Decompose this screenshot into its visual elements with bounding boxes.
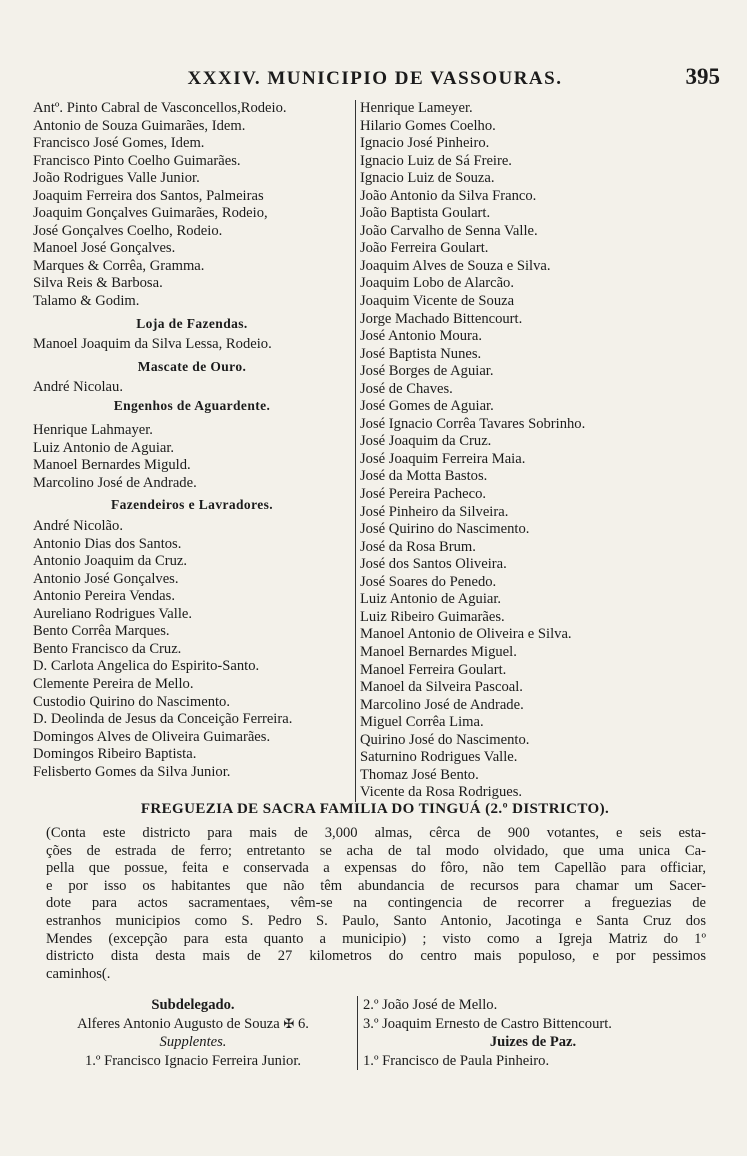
list-item: Antº. Pinto Cabral de Vasconcellos,Rodeio. [33, 100, 287, 116]
list-item: Joaquim Gonçalves Guimarães, Rodeio, [33, 205, 268, 222]
supplente-1: 1.º Francisco Ignacio Ferreira Junior. [84, 1052, 302, 1069]
district-title: FREGUEZIA DE SACRA FAMILIA DO TINGUÁ (2.º DISTRICTO). [140, 801, 610, 817]
list-item: Marcolino José de Andrade. [360, 696, 524, 713]
running-head [30, 62, 720, 96]
list-item: Domingos Ribeiro Baptista. [33, 746, 197, 763]
supplente-2: 2.º João José de Mello. [363, 997, 498, 1013]
list-item: José Gomes de Aguiar. [360, 398, 494, 415]
list-item: Silva Reis & Barbosa. [33, 275, 163, 292]
list-item: João Carvalho de Senna Valle. [360, 222, 538, 239]
paragraph-line: Mendes (excepção para esta quanto a municipio) ; visto como a Igreja Matriz do 1º [46, 930, 706, 947]
list-item: D. Deolinda de Jesus da Conceição Ferreira. [33, 711, 293, 728]
list-item: Thomaz José Bento. [360, 766, 479, 783]
page-number: 395 [685, 64, 720, 89]
list-item: José de Chaves. [360, 380, 453, 397]
list-item: João Rodrigues Valle Junior. [33, 170, 200, 187]
running-title: XXXIV. MUNICIPIO DE VASSOURAS. [187, 68, 563, 89]
subdelegado-name: Alferes Antonio Augusto de Souza [77, 1015, 280, 1032]
list-item: João Ferreira Goulart. [360, 240, 489, 257]
section-heading-loja: Loja de Fazendas. [136, 315, 248, 331]
list-item: Luiz Antonio de Aguiar. [33, 439, 175, 456]
section-heading-fazendeiros: Fazendeiros e Lavradores. [110, 497, 274, 513]
list-item: Quirino José do Nascimento. [360, 731, 530, 748]
section-heading-engenhos: Engenhos de Aguardente. [113, 397, 271, 413]
list-item: João Baptista Goulart. [360, 205, 491, 222]
paragraph-line: districto dista desta mais de 27 kilometros do centro mais populoso, e por pessimos [46, 948, 706, 965]
list-item: Manoel Bernardes Miguld. [33, 457, 191, 474]
officials-left [33, 996, 353, 1070]
paragraph-line: estranhos municipios como S. Pedro S. Paulo, Santo Antonio, Jacotinga e Santa Cruz dos [46, 912, 706, 929]
list-item: André Nicolão. [33, 518, 123, 535]
list-item: Hilario Gomes Coelho. [360, 117, 496, 134]
list-item: Saturnino Rodrigues Valle. [360, 749, 518, 766]
list-item: Felisberto Gomes da Silva Junior. [33, 763, 231, 780]
list-item: José da Rosa Brum. [360, 538, 476, 555]
officials-right [357, 996, 703, 1070]
paragraph-line: e por isso os habitantes que não têm abundancia de recursos para chamar um Sacer- [46, 877, 706, 894]
list-item: Marques & Corrêa, Gramma. [33, 257, 205, 274]
list-item: José Joaquim da Cruz. [360, 433, 492, 450]
list-item: José Baptista Nunes. [360, 345, 482, 362]
list-item: Marcolino José de Andrade. [33, 474, 197, 491]
paragraph-line: caminhos(. [46, 965, 111, 982]
list-item: Ignacio Luiz de Sá Freire. [360, 152, 512, 169]
list-item: Manoel Antonio de Oliveira e Silva. [360, 626, 572, 643]
paragraph-line: ções de estrada de ferro; entretanto se acha de tal modo olvidado, que uma unica Ca- [46, 842, 706, 859]
list-item: José dos Santos Oliveira. [360, 556, 507, 573]
list-item: Joaquim Vicente de Souza [360, 293, 515, 310]
right-column [355, 100, 720, 802]
paragraph-line: pella que possue, feita e conservada a expensas do fôro, não tem Capellão para officiar, [46, 860, 706, 877]
list-item: Manoel Bernardes Miguel. [360, 643, 517, 660]
list-item: Luiz Antonio de Aguiar. [360, 591, 502, 608]
subdelegado-suffix: 6. [297, 1015, 309, 1032]
section-heading-mascate: Mascate de Ouro. [137, 358, 247, 374]
list-item: Bento Corrêa Marques. [33, 623, 170, 640]
list-item: José Pereira Pacheco. [360, 486, 487, 503]
list-item: José Borges de Aguiar. [360, 363, 494, 380]
list-item: José Gonçalves Coelho, Rodeio. [33, 222, 223, 239]
supplentes-heading: Supplentes. [159, 1034, 227, 1050]
list-item: Ignacio Luiz de Souza. [360, 170, 495, 187]
list-item: Manoel Joaquim da Silva Lessa, Rodeio. [33, 336, 272, 353]
list-item: Antonio José Gonçalves. [33, 570, 179, 587]
district-description [46, 825, 706, 983]
list-item: Ignacio José Pinheiro. [360, 135, 490, 152]
list-item: Joaquim Lobo de Alarcão. [360, 275, 515, 292]
left-column [33, 100, 351, 781]
list-item: Clemente Pereira de Mello. [33, 675, 194, 692]
list-item: Francisco José Gomes, Idem. [33, 135, 205, 152]
paragraph-line: (Conta este districto para mais de 3,000 almas, cêrca de 900 votantes, e seis esta- [46, 825, 706, 841]
list-item: Talamo & Godim. [33, 293, 140, 310]
list-item: Antonio de Souza Guimarães, Idem. [33, 117, 246, 134]
list-item: Henrique Lameyer. [360, 100, 473, 116]
list-item: Luiz Ribeiro Guimarães. [360, 608, 505, 625]
list-item: Custodio Quirino do Nascimento. [33, 693, 231, 710]
list-item: Antonio Joaquim da Cruz. [33, 553, 188, 570]
list-item: D. Carlota Angelica do Espirito-Santo. [33, 658, 260, 675]
list-item: Antonio Dias dos Santos. [33, 535, 182, 552]
list-item: Joaquim Alves de Souza e Silva. [360, 257, 551, 274]
decoration-cross-icon: ✠ [283, 1015, 295, 1031]
list-item: José Soares do Penedo. [360, 573, 497, 590]
list-item: José Ignacio Corrêa Tavares Sobrinho. [360, 415, 586, 432]
list-item: Vicente da Rosa Rodrigues. [360, 784, 523, 801]
list-item: Manoel José Gonçalves. [33, 240, 176, 257]
list-item: José Quirino do Nascimento. [360, 521, 530, 538]
list-item: Miguel Corrêa Lima. [360, 714, 484, 731]
list-item: Manoel Ferreira Goulart. [360, 661, 507, 678]
list-item: Bento Francisco da Cruz. [33, 640, 182, 657]
juizes-heading: Juizes de Paz. [489, 1034, 577, 1050]
list-item: José da Motta Bastos. [360, 468, 488, 485]
subdelegado-entry [33, 1015, 353, 1034]
paragraph-line: dote para actos sacramentaes, vêm-se na contingencia de recorrer a freguezias de [46, 895, 706, 912]
list-item: José Pinheiro da Silveira. [360, 503, 509, 520]
list-item: Antonio Pereira Vendas. [33, 588, 175, 605]
list-item: André Nicolau. [33, 379, 123, 396]
list-item: José Joaquim Ferreira Maia. [360, 450, 526, 467]
list-item: Aureliano Rodrigues Valle. [33, 605, 193, 622]
list-item: Francisco Pinto Coelho Guimarães. [33, 152, 241, 169]
supplente-3: 3.º Joaquim Ernesto de Castro Bittencourt. [363, 1015, 612, 1032]
list-item: Jorge Machado Bittencourt. [360, 310, 523, 327]
list-item: Henrique Lahmayer. [33, 422, 153, 439]
juiz-1: 1.º Francisco de Paula Pinheiro. [363, 1052, 550, 1069]
list-item: José Antonio Moura. [360, 328, 483, 345]
subdelegado-heading: Subdelegado. [151, 997, 235, 1013]
list-item: Manoel da Silveira Pascoal. [360, 679, 523, 696]
list-item: Joaquim Ferreira dos Santos, Palmeiras [33, 187, 264, 204]
list-item: Domingos Alves de Oliveira Guimarães. [33, 728, 271, 745]
list-item: João Antonio da Silva Franco. [360, 187, 537, 204]
